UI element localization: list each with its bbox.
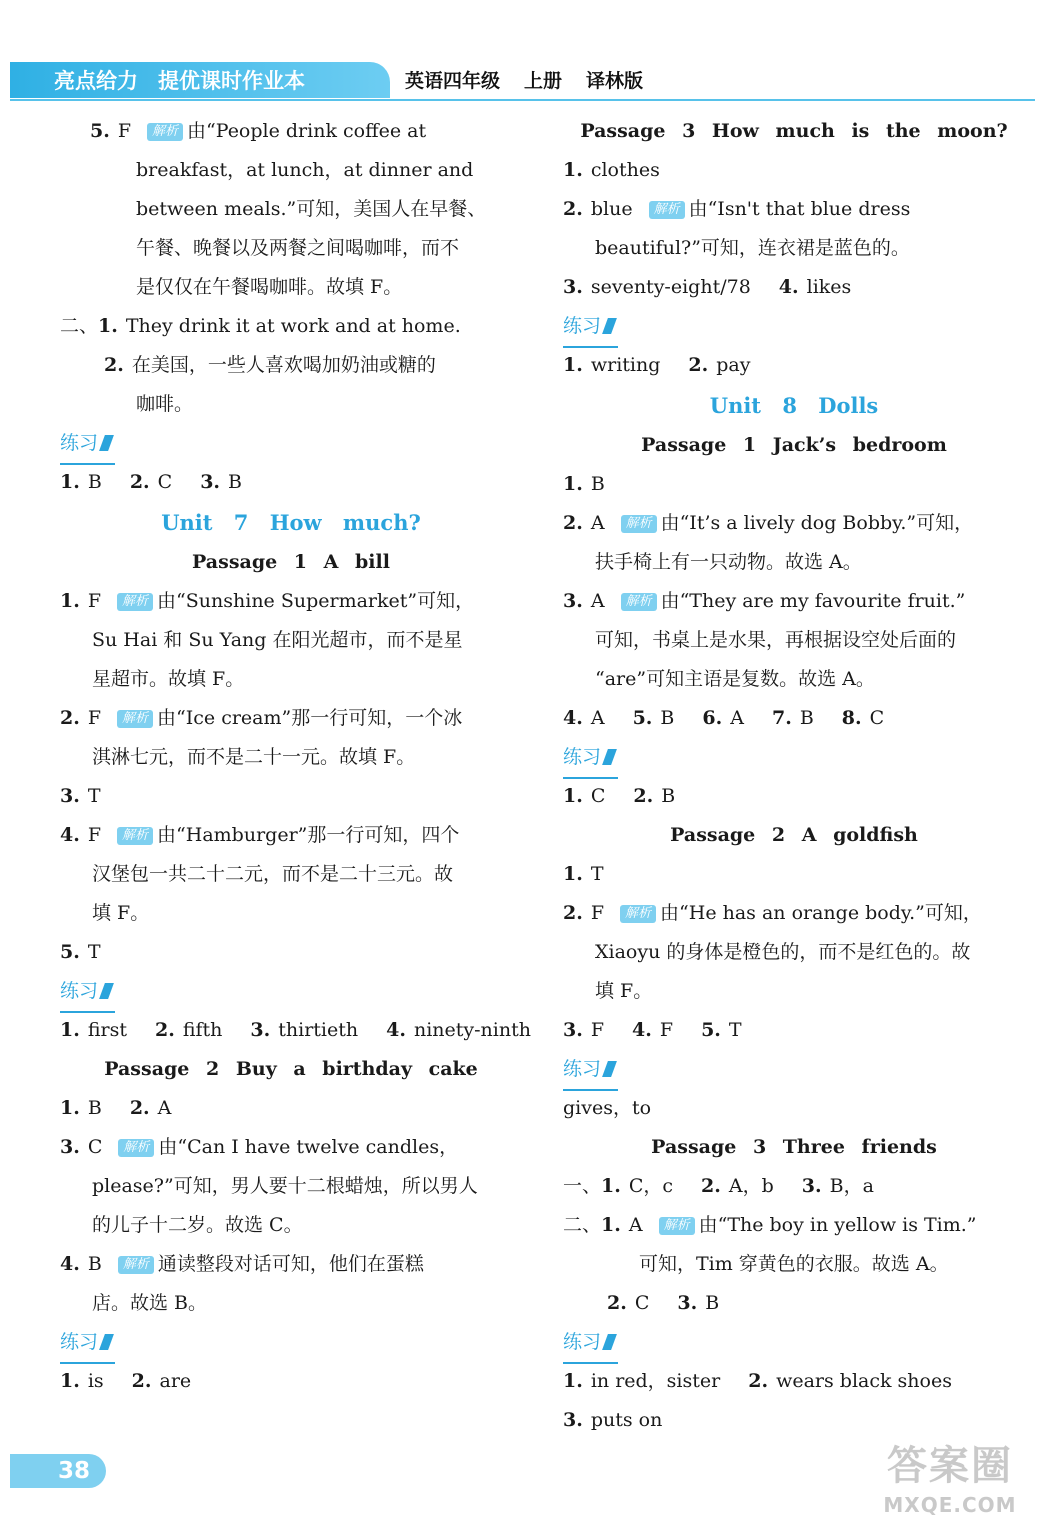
answer-line: 3. A 解析 由“They are my favourite fruit.” (563, 590, 966, 612)
answer-line: between meals.”可知，美国人在早餐、 (136, 198, 487, 220)
analysis-badge: 解析 (118, 1139, 154, 1157)
answer-line: 填 F。 (595, 980, 653, 1002)
answer-line: “are”可知主语是复数。故选 A。 (595, 668, 875, 690)
answer-line: 1. clothes (563, 159, 660, 181)
answer-line: 咖啡。 (136, 393, 194, 415)
answer-line: 1. B 2. C 3. B (60, 471, 243, 493)
analysis-badge: 解析 (621, 515, 657, 533)
analysis-badge: 解析 (147, 123, 183, 141)
pen-icon (99, 435, 114, 451)
answer-line: 可知，书桌上是水果，再根据设空处后面的 (595, 629, 957, 651)
answer-line: 扶手椅上有一只动物。故选 A。 (595, 551, 862, 573)
subject-text: 英语四年级 (405, 70, 501, 92)
passage-title: Passage 2 A goldfish (670, 824, 918, 846)
page-header (10, 62, 1035, 102)
answer-line: 一、1. C，c 2. A，b 3. B，a (563, 1175, 874, 1197)
pen-icon (99, 1334, 114, 1350)
answer-line: 1. B 2. A (60, 1097, 172, 1119)
analysis-badge: 解析 (117, 827, 153, 845)
answer-line: 3. seventy-eight/78 4. likes (563, 276, 852, 298)
answer-line: 填 F。 (92, 902, 150, 924)
practice-label: 练习 (563, 1050, 1025, 1089)
practice-label: 练习 (563, 1323, 1025, 1362)
answer-line: 2. A 解析 由“It’s a lively dog Bobby.”可知， (563, 512, 974, 534)
answer-line: 的儿子十二岁。故选 C。 (92, 1214, 303, 1236)
analysis-badge: 解析 (621, 593, 657, 611)
answer-line: please?”可知，男人要十二根蜡烛，所以男人 (92, 1175, 478, 1197)
pen-icon (602, 1061, 617, 1077)
brand-text: 亮点给力 (54, 69, 138, 93)
answer-line: 5. F 解析 由“People drink coffee at (90, 120, 427, 142)
answer-line: 二、1. A 解析 由“The boy in yellow is Tim.” (563, 1214, 977, 1236)
answer-line: 3. F 4. F 5. T (563, 1019, 742, 1041)
unit-8-title: Unit 8 Dolls (709, 393, 879, 418)
answer-line: 2. C 3. B (607, 1292, 720, 1314)
practice-label: 练习 (563, 307, 1025, 346)
passage-title: Passage 3 Three friends (651, 1136, 937, 1158)
answer-line: 4. A 5. B 6. A 7. B 8. C (563, 707, 885, 729)
answer-line: beautiful?”可知，连衣裙是蓝色的。 (595, 237, 910, 259)
passage-title: Passage 3 How much is the moon? (580, 120, 1008, 142)
analysis-badge: 解析 (118, 1256, 154, 1274)
answer-line: 店。故选 B。 (92, 1292, 208, 1314)
answer-line: 1. C 2. B (563, 785, 676, 807)
answer-line: 3. T (60, 785, 101, 807)
passage-title: Passage 2 Buy a birthday cake (104, 1058, 478, 1080)
answer-line: 2. F 解析 由“He has an orange body.”可知， (563, 902, 982, 924)
pen-icon (99, 983, 114, 999)
answer-line: breakfast，at lunch，at dinner and (136, 159, 474, 181)
answer-line: 可知，Tim 穿黄色的衣服。故选 A。 (639, 1253, 949, 1275)
volume-text: 上册 (524, 70, 563, 92)
answer-line: 是仅仅在午餐喝咖啡。故填 F。 (136, 276, 403, 298)
answer-line: Xiaoyu 的身体是橙色的，而不是红色的。故 (595, 941, 971, 963)
practice-label: 练习 (60, 1323, 522, 1362)
analysis-badge: 解析 (659, 1217, 695, 1235)
answer-line: gives，to (563, 1097, 652, 1119)
analysis-badge: 解析 (117, 593, 153, 611)
answer-line: 4. B 解析 通读整段对话可知，他们在蛋糕 (60, 1253, 424, 1275)
answer-line: 二、1. They drink it at work and at home. (60, 315, 461, 337)
answer-line: 2. 在美国，一些人喜欢喝加奶油或糖的 (104, 354, 436, 376)
header-banner (10, 62, 390, 98)
answer-line: 汉堡包一共二十二元，而不是二十三元。故 (92, 863, 454, 885)
answer-line: 1. in red，sister 2. wears black shoes (563, 1370, 952, 1392)
answer-line: 4. F 解析 由“Hamburger”那一行可知，四个 (60, 824, 460, 846)
answer-line: 2. F 解析 由“Ice cream”那一行可知，一个冰 (60, 707, 463, 729)
answer-line: 星超市。故填 F。 (92, 668, 245, 690)
edition-text: 译林版 (586, 70, 644, 92)
answer-line: 3. puts on (563, 1409, 663, 1431)
practice-label: 练习 (60, 972, 522, 1011)
analysis-badge: 解析 (649, 201, 685, 219)
page-number: 38 (10, 1454, 106, 1488)
answer-line: 淇淋七元，而不是二十一元。故填 F。 (92, 746, 416, 768)
series-text: 提优课时作业本 (158, 69, 305, 93)
analysis-badge: 解析 (620, 905, 656, 923)
answer-line: 2. blue 解析 由“Isn't that blue dress (563, 198, 911, 220)
practice-label: 练习 (563, 738, 1025, 777)
unit-7-title: Unit 7 How much? (161, 510, 421, 535)
passage-title: Passage 1 Jack’s bedroom (641, 434, 947, 456)
answer-line: 1. T (563, 863, 604, 885)
analysis-badge: 解析 (117, 710, 153, 728)
header-info (405, 66, 643, 93)
pen-icon (602, 749, 617, 765)
practice-label: 练习 (60, 424, 522, 463)
answer-line: 1. is 2. are (60, 1370, 192, 1392)
answer-line: 1. B (563, 473, 605, 495)
pen-icon (602, 1334, 617, 1350)
pen-icon (602, 318, 617, 334)
answer-line: 3. C 解析 由“Can I have twelve candles， (60, 1136, 459, 1158)
answer-line: 午餐、晚餐以及两餐之间喝咖啡，而不 (136, 237, 460, 259)
watermark-logo: 答案圈 MXQE.COM (883, 1443, 1017, 1517)
answer-line: 1. writing 2. pay (563, 354, 751, 376)
answer-line: 1. F 解析 由“Sunshine Supermarket”可知， (60, 590, 475, 612)
passage-title: Passage 1 A bill (192, 551, 390, 573)
answer-line: 5. T (60, 941, 101, 963)
right-column (563, 112, 1025, 1440)
answer-line: 1. first 2. fifth 3. thirtieth 4. ninety-ninth (60, 1019, 531, 1041)
header-divider (10, 99, 1035, 101)
left-column (60, 112, 531, 1401)
answer-line: Su Hai 和 Su Yang 在阳光超市，而不是星 (92, 629, 463, 651)
